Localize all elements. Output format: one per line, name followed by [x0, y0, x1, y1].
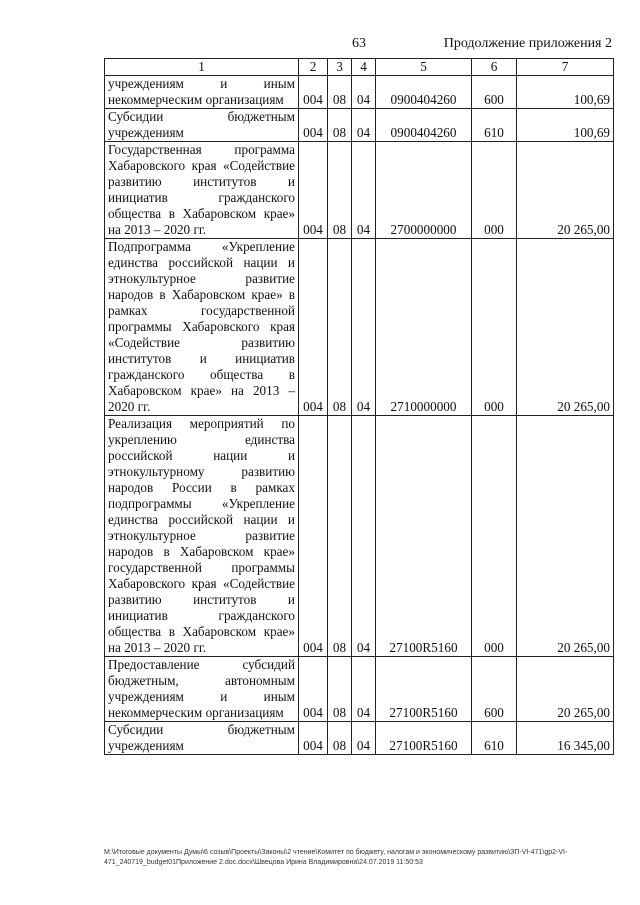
- cell-section-code: 08: [328, 109, 352, 142]
- cell-subsection-code: 04: [352, 657, 376, 722]
- cell-subsection-code: 04: [352, 109, 376, 142]
- cell-expense-type: 000: [472, 142, 517, 239]
- cell-target-article: 27100R5160: [376, 657, 472, 722]
- cell-subsection-code: 04: [352, 722, 376, 755]
- cell-target-article: 0900404260: [376, 76, 472, 109]
- cell-ministry-code: 004: [299, 722, 328, 755]
- cell-expense-type: 610: [472, 109, 517, 142]
- column-header: 3: [328, 59, 352, 76]
- column-header: 6: [472, 59, 517, 76]
- cell-target-article: 27100R5160: [376, 722, 472, 755]
- cell-ministry-code: 004: [299, 142, 328, 239]
- cell-amount: 100,69: [517, 109, 614, 142]
- column-header: 5: [376, 59, 472, 76]
- cell-expense-type: 600: [472, 76, 517, 109]
- file-path-footer: M:\Итоговые документы Думы\6 созыв\Проекты\Законы\2 чтение\Комитет по бюджету, налогам и экономическому развитию\ЗП-VI-471\gp2-VI-471_240719_budget01Приложение 2.doc.docx\Швецова Ирина Владимировна\24.07.2019 11:50:53: [104, 849, 568, 866]
- budget-table: [104, 58, 614, 755]
- row-name: Субсидии бюджетным учреждениям: [105, 109, 299, 142]
- cell-section-code: 08: [328, 416, 352, 657]
- cell-ministry-code: 004: [299, 109, 328, 142]
- table-row: [105, 142, 614, 239]
- cell-amount: 100,69: [517, 76, 614, 109]
- cell-target-article: 2700000000: [376, 142, 472, 239]
- cell-ministry-code: 004: [299, 657, 328, 722]
- cell-subsection-code: 04: [352, 416, 376, 657]
- cell-expense-type: 600: [472, 657, 517, 722]
- cell-target-article: 0900404260: [376, 109, 472, 142]
- table-header-row: [105, 59, 614, 76]
- cell-subsection-code: 04: [352, 239, 376, 416]
- cell-amount: 16 345,00: [517, 722, 614, 755]
- cell-amount: 20 265,00: [517, 239, 614, 416]
- row-name: учреждениям и иным некоммерческим организациям: [105, 76, 299, 109]
- column-header: 1: [105, 59, 299, 76]
- cell-amount: 20 265,00: [517, 416, 614, 657]
- cell-section-code: 08: [328, 76, 352, 109]
- cell-ministry-code: 004: [299, 76, 328, 109]
- cell-section-code: 08: [328, 722, 352, 755]
- cell-subsection-code: 04: [352, 76, 376, 109]
- cell-target-article: 27100R5160: [376, 416, 472, 657]
- cell-expense-type: 000: [472, 416, 517, 657]
- row-name: Предоставление субсидий бюджетным, автономным учреждениям и иным некоммерческим организациям: [105, 657, 299, 722]
- cell-section-code: 08: [328, 142, 352, 239]
- column-header: 4: [352, 59, 376, 76]
- cell-section-code: 08: [328, 239, 352, 416]
- cell-subsection-code: 04: [352, 142, 376, 239]
- cell-expense-type: 000: [472, 239, 517, 416]
- table-row: [105, 416, 614, 657]
- table-row: [105, 76, 614, 109]
- table-row: [105, 722, 614, 755]
- continuation-label: Продолжение приложения 2: [443, 36, 612, 51]
- cell-ministry-code: 004: [299, 239, 328, 416]
- column-header: 7: [517, 59, 614, 76]
- row-name: Субсидии бюджетным учреждениям: [105, 722, 299, 755]
- page-number: 63: [352, 36, 366, 51]
- row-name: Реализация мероприятий по укреплению единства российской нации и этнокультурному развитию народов России в рамках подпрограммы «Укрепление единства российской нации и этнокультурное развитие народов в Хабаровском крае» государственной программы Хабаровского края «Содействие развитию институтов и инициатив гражданского общества в Хабаровском крае» на 2013 – 2020 гг.: [105, 416, 299, 657]
- column-header: 2: [299, 59, 328, 76]
- row-name: Государственная программа Хабаровского края «Содействие развитию институтов и инициатив гражданского общества в Хабаровском крае» на 2013 – 2020 гг.: [105, 142, 299, 239]
- table-row: [105, 657, 614, 722]
- cell-ministry-code: 004: [299, 416, 328, 657]
- cell-section-code: 08: [328, 657, 352, 722]
- table-row: [105, 239, 614, 416]
- cell-amount: 20 265,00: [517, 657, 614, 722]
- table-row: [105, 109, 614, 142]
- row-name: Подпрограмма «Укрепление единства российской нации и этнокультурное развитие народов в Хабаровском крае» в рамках государственной программы Хабаровского края «Содействие развитию институтов и инициатив гражданского общества в Хабаровском крае» на 2013 – 2020 гг.: [105, 239, 299, 416]
- cell-expense-type: 610: [472, 722, 517, 755]
- cell-target-article: 2710000000: [376, 239, 472, 416]
- cell-amount: 20 265,00: [517, 142, 614, 239]
